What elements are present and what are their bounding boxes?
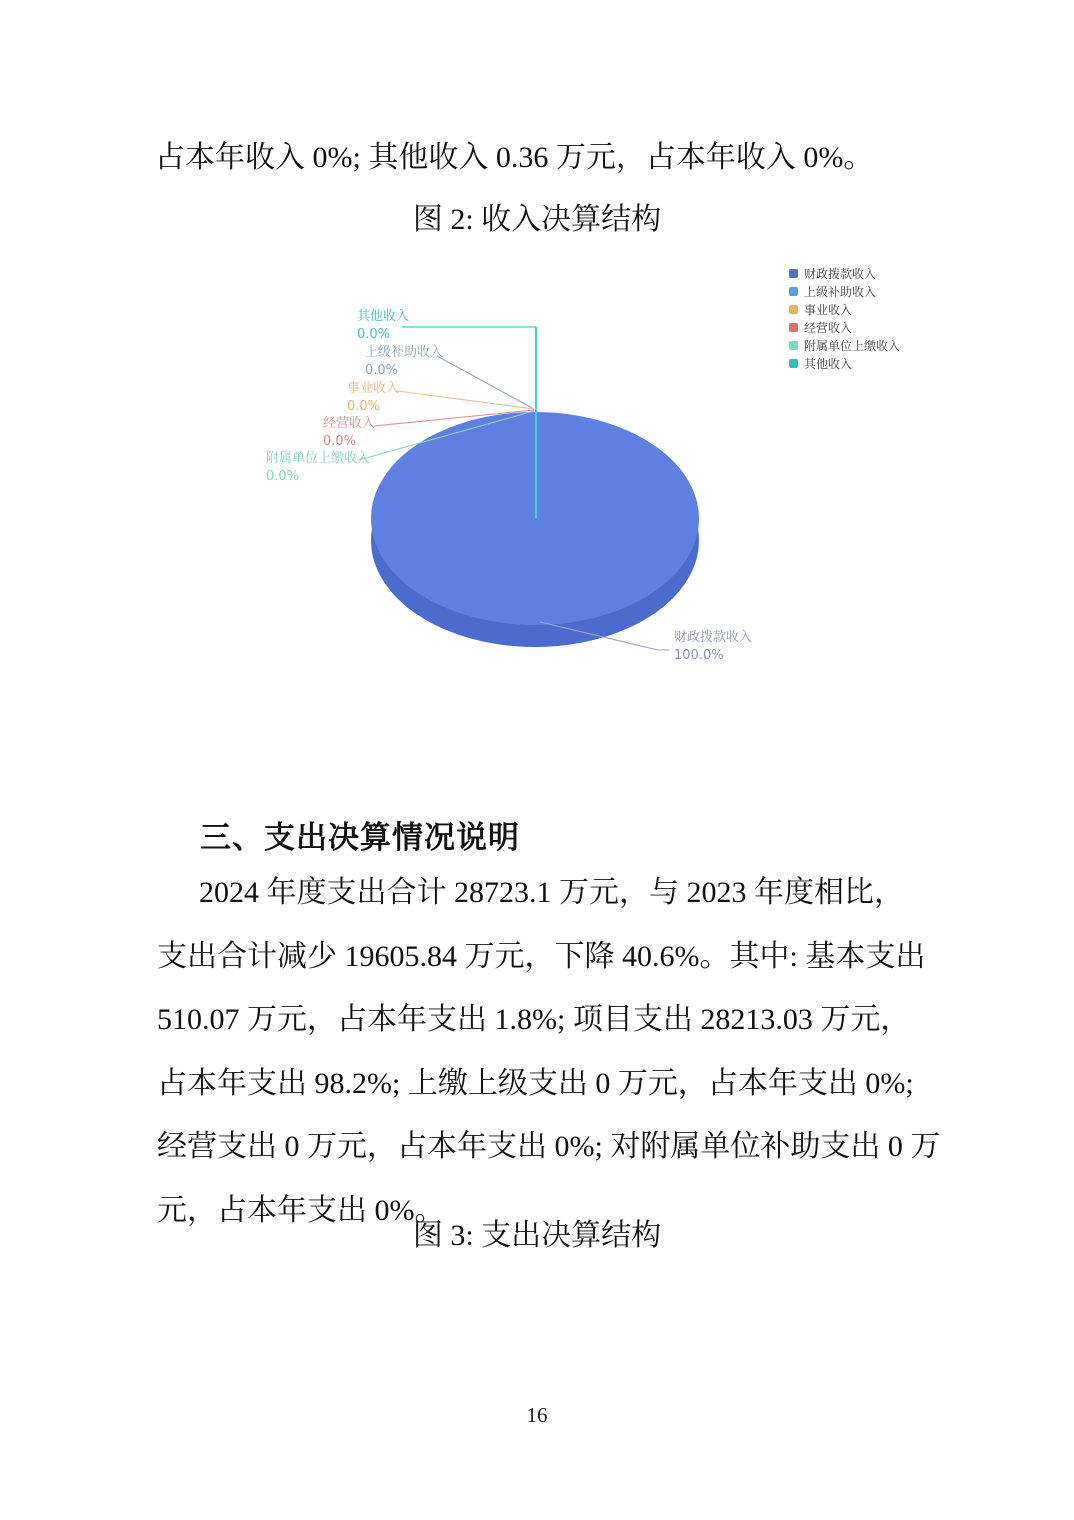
legend-item-other-income (789, 354, 900, 372)
expenditure-paragraph (157, 861, 941, 1242)
paragraph-line: 510.07 万元，占本年支出 1.8%; 项目支出 28213.03 万元， (157, 1003, 911, 1036)
legend-swatch-icon (789, 341, 798, 350)
pie-label-value: 0.0% (347, 399, 381, 414)
pie-label-value: 0.0% (357, 327, 391, 342)
pie-label-name: 附属单位上缴收入 (266, 451, 371, 466)
legend-swatch-icon (789, 305, 798, 314)
pie-label-fiscal-appropriation (674, 629, 752, 665)
pie-label-name: 其他收入 (357, 309, 410, 324)
legend-swatch-icon (789, 287, 798, 296)
legend-item-business-income (789, 318, 900, 336)
legend-label: 经营收入 (804, 320, 853, 335)
legend-item-superior-subsidy (789, 282, 900, 300)
legend-label: 事业收入 (804, 302, 853, 317)
pie-label-operational-income (347, 380, 399, 416)
pie-label-value: 0.0% (365, 363, 399, 378)
pie-label-name: 经营收入 (323, 416, 376, 431)
legend-item-fiscal-appropriation (789, 264, 900, 282)
figure2-caption: 图 2: 收入决算结构 (412, 203, 662, 236)
pie-label-value: 100.0% (674, 648, 724, 663)
pie-label-superior-subsidy (365, 344, 443, 380)
legend-label: 附属单位上缴收入 (804, 338, 901, 353)
paragraph-line: 元，占本年支出 0%。 (157, 1193, 445, 1227)
leader-line-operational-income (397, 391, 534, 409)
pie-label-value: 0.0% (266, 469, 300, 484)
pie-label-business-income (323, 415, 375, 451)
figure3-caption: 图 3: 支出决算结构 (412, 1219, 662, 1252)
pie-slice-top (371, 412, 699, 625)
legend-item-operational-income (789, 300, 900, 318)
pie-label-other-income (357, 308, 409, 344)
intro-text: 占本年收入 0%; 其他收入 0.36 万元，占本年收入 0%。 (155, 141, 874, 174)
paragraph-line: 2024 年度支出合计 28723.1 万元，与 2023 年度相比， (199, 876, 904, 909)
income-pie-chart (0, 0, 1074, 720)
legend-label: 上级补助收入 (804, 284, 877, 299)
legend-label: 其他收入 (804, 356, 853, 371)
pie-label-value: 0.0% (323, 434, 357, 449)
paragraph-line: 经营支出 0 万元，占本年支出 0%; 对附属单位补助支出 0 万 (157, 1130, 941, 1163)
leader-line-superior-subsidy (437, 356, 534, 409)
legend-swatch-icon (789, 323, 798, 332)
paragraph-line: 占本年支出 98.2%; 上缴上级支出 0 万元，占本年支出 0%; (157, 1066, 914, 1100)
pie-label-affiliated-income (266, 450, 370, 486)
page-number: 16 (526, 1403, 548, 1427)
legend-swatch-icon (789, 359, 798, 368)
section-heading: 三、支出决算情况说明 (200, 820, 520, 855)
legend-swatch-icon (789, 269, 798, 278)
pie-label-name: 上级补助收入 (365, 345, 444, 360)
pie-label-name: 财政拨款收入 (674, 630, 753, 645)
chart-legend (789, 264, 900, 372)
paragraph-line: 支出合计减少 19605.84 万元，下降 40.6%。其中: 基本支出 (157, 939, 926, 973)
legend-label: 财政拨款收入 (804, 266, 877, 281)
pie-label-name: 事业收入 (347, 381, 400, 396)
legend-item-affiliated-income (789, 336, 900, 354)
